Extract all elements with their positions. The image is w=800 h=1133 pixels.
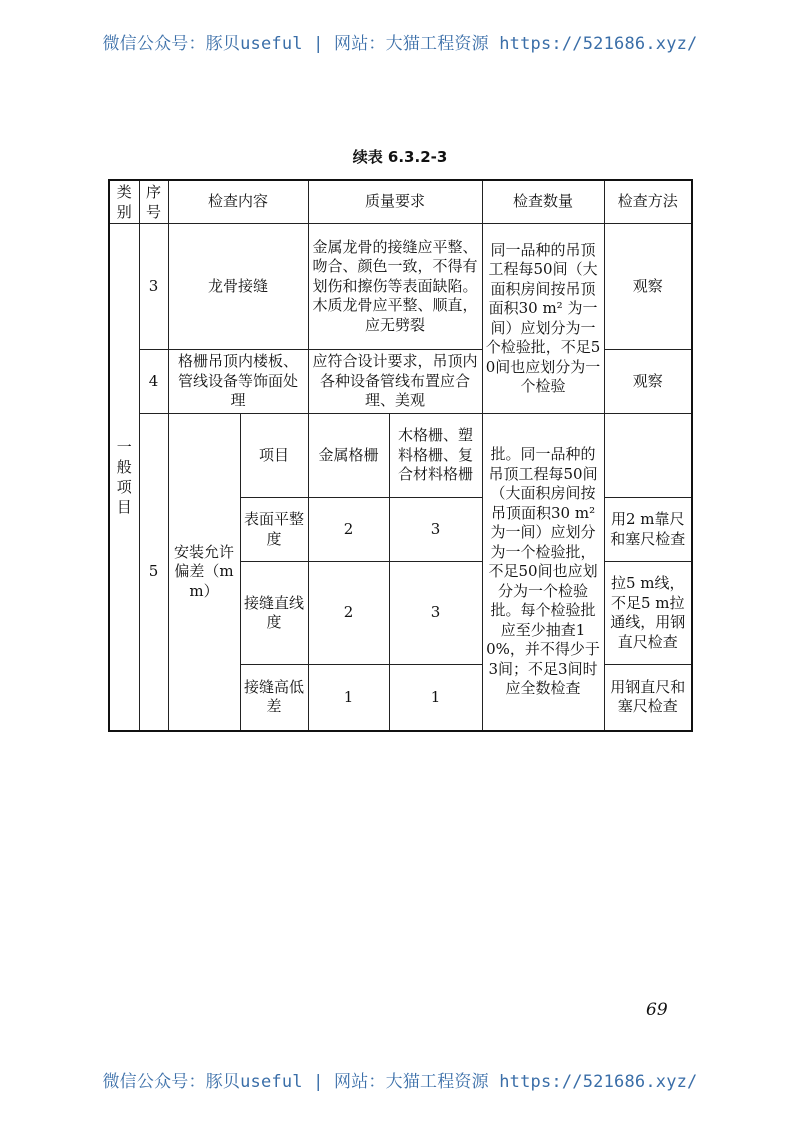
tolerance-wood-value: 1 [389, 665, 482, 731]
table-row [109, 350, 692, 414]
method-cell: 用钢直尺和塞尺检查 [604, 665, 692, 731]
tolerance-metal-header: 金属格栅 [308, 414, 389, 498]
method-cell: 用2 m靠尺和塞尺检查 [604, 498, 692, 562]
quantity-cell: 批。同一品种的吊顶工程每50间（大面积房间按吊顶面积30 m² 为一间）应划分为一个检验批，不足50间也应划分为一个检验批。每个检验批应至少抽查10%，并不得少于3间；不足3间时应全数检查 [482, 414, 604, 731]
tolerance-wood-value: 3 [389, 562, 482, 665]
header-seq: 序号 [139, 180, 168, 224]
table-row [109, 414, 692, 498]
method-cell: 观察 [604, 224, 692, 350]
table-caption: 续表 6.3.2-3 [352, 148, 448, 166]
table-row [109, 224, 692, 350]
tolerance-item: 表面平整度 [240, 498, 308, 562]
seq-cell: 4 [139, 350, 168, 414]
quality-cell: 金属龙骨的接缝应平整、吻合、颜色一致，不得有划伤和擦伤等表面缺陷。木质龙骨应平整、顺直，应无劈裂 [308, 224, 482, 350]
tolerance-wood-value: 3 [389, 498, 482, 562]
watermark-bottom: 微信公众号：豚贝useful | 网站：大猫工程资源 https://521686.xyz/ [102, 1072, 698, 1092]
header-row [109, 180, 692, 224]
header-quality: 质量要求 [308, 180, 482, 224]
tolerance-metal-value: 2 [308, 498, 389, 562]
method-cell: 拉5 m线，不足5 m拉通线，用钢直尺检查 [604, 562, 692, 665]
seq-cell: 3 [139, 224, 168, 350]
quality-cell: 应符合设计要求，吊顶内各种设备管线布置应合理、美观 [308, 350, 482, 414]
category-cell: 一般项目 [109, 224, 139, 731]
method-cell-empty [604, 414, 692, 498]
tolerance-item: 接缝高低差 [240, 665, 308, 731]
header-method: 检查方法 [604, 180, 692, 224]
quantity-cell: 同一品种的吊顶工程每50间（大面积房间按吊顶面积30 m² 为一间）应划分为一个检验批，不足50间也应划分为一个检验 [482, 224, 604, 414]
tolerance-item: 接缝直线度 [240, 562, 308, 665]
tolerance-item-header: 项目 [240, 414, 308, 498]
seq-cell: 5 [139, 414, 168, 731]
page-number: 69 [646, 1000, 668, 1020]
header-category: 类别 [109, 180, 139, 224]
header-quantity: 检查数量 [482, 180, 604, 224]
tolerance-metal-value: 2 [308, 562, 389, 665]
watermark-top: 微信公众号：豚贝useful | 网站：大猫工程资源 https://521686.xyz/ [102, 34, 698, 54]
header-content: 检查内容 [168, 180, 308, 224]
method-cell: 观察 [604, 350, 692, 414]
content-cell: 龙骨接缝 [168, 224, 308, 350]
tolerance-label: 安装允许偏差（mm） [168, 414, 240, 731]
content-cell: 格栅吊顶内楼板、管线设备等饰面处理 [168, 350, 308, 414]
tolerance-wood-header: 木格栅、塑料格栅、复合材料格栅 [389, 414, 482, 498]
inspection-table [108, 179, 693, 732]
tolerance-metal-value: 1 [308, 665, 389, 731]
